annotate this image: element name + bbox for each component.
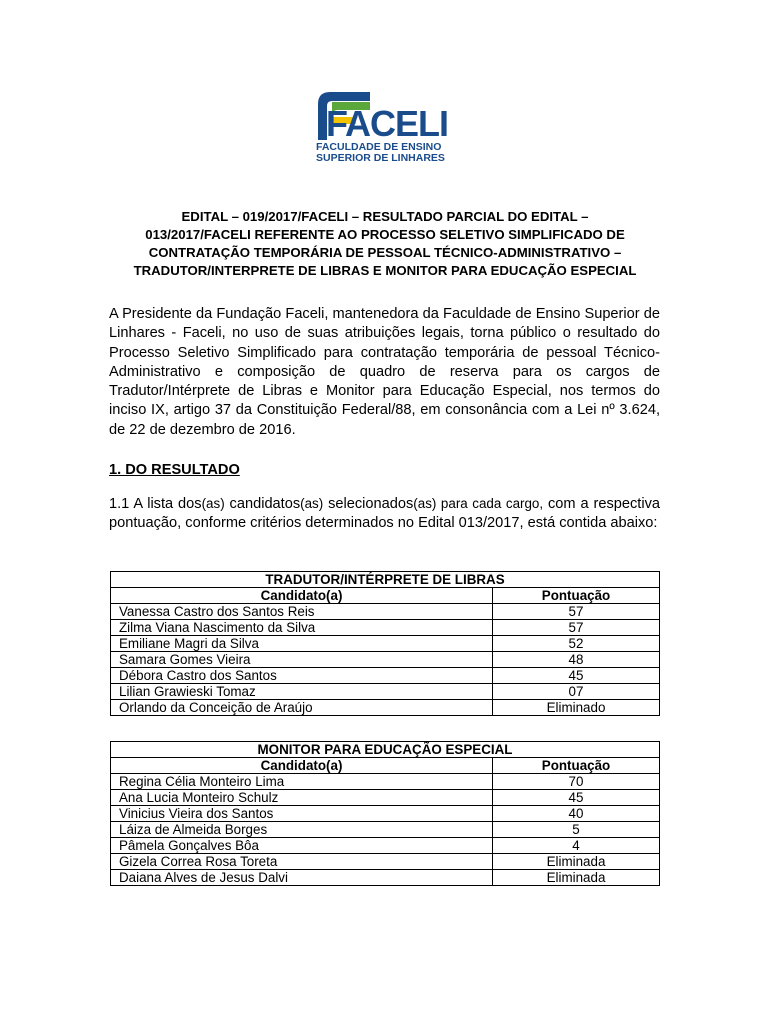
logo-subtitle-line1: FACULDADE DE ENSINO [316, 141, 442, 153]
candidate-name: Débora Castro dos Santos [111, 668, 493, 684]
candidate-name: Regina Célia Monteiro Lima [111, 774, 493, 790]
table-row [111, 854, 660, 870]
candidate-name: Vinicius Vieira dos Santos [111, 806, 493, 822]
table-row [111, 870, 660, 886]
title-line: CONTRATAÇÃO TEMPORÁRIA DE PESSOAL TÉCNICO-ADMINISTRATIVO – [148, 245, 622, 260]
table-row [111, 668, 660, 684]
title-line: EDITAL – 019/2017/FACELI – RESULTADO PARCIAL DO EDITAL – [181, 209, 589, 224]
candidate-name: Pâmela Gonçalves Bôa [111, 838, 493, 854]
candidate-score: 57 [493, 604, 660, 620]
column-header-score: Pontuação [493, 588, 660, 604]
candidate-score: Eliminada [493, 870, 660, 886]
title-line: TRADUTOR/INTERPRETE DE LIBRAS E MONITOR PARA EDUCAÇÃO ESPECIAL [133, 263, 637, 278]
candidate-name: Lilian Grawieski Tomaz [111, 684, 493, 700]
table-row [111, 652, 660, 668]
candidate-score: 5 [493, 822, 660, 838]
para-text: candidatos [224, 496, 301, 512]
para-text: 1.1 A lista dos [109, 496, 202, 512]
candidate-score: 48 [493, 652, 660, 668]
candidate-name: Gizela Correa Rosa Toreta [111, 854, 493, 870]
para-text: selecionados [323, 496, 414, 512]
table-row [111, 822, 660, 838]
table-row [111, 604, 660, 620]
candidate-score: Eliminada [493, 854, 660, 870]
candidate-score: 52 [493, 636, 660, 652]
candidate-name: Láiza de Almeida Borges [111, 822, 493, 838]
table-row [111, 806, 660, 822]
candidate-name: Samara Gomes Vieira [111, 652, 493, 668]
logo-wordmark: FACELI [326, 103, 449, 144]
intro-paragraph: A Presidente da Fundação Faceli, mantenedora da Faculdade de Ensino Superior de Linhares - Faceli, no uso de suas atribuições legais, torna público o resultado do Processo Seletivo Simplificado para contratação temporária de pessoal Técnico-Administrativo e composição de quadro de reserva para os cargos de Tradutor/Intérprete de Libras e Monitor para Educação Especial, nos termos do inciso IX, artigo 37 da Constituição Federal/88, em consonância com a Lei nº 3.624, de 22 de dezembro de 2016. [109, 306, 660, 438]
para-text: (as) para cada cargo, [413, 496, 544, 511]
table-row [111, 790, 660, 806]
candidate-name: Zilma Viana Nascimento da Silva [111, 620, 493, 636]
candidate-score: 70 [493, 774, 660, 790]
results-table-libras [110, 571, 660, 716]
table-row [111, 636, 660, 652]
table-caption: MONITOR PARA EDUCAÇÃO ESPECIAL [111, 742, 660, 758]
para-text: (as) [300, 496, 324, 511]
candidate-name: Ana Lucia Monteiro Schulz [111, 790, 493, 806]
candidate-score: 4 [493, 838, 660, 854]
candidate-name: Vanessa Castro dos Santos Reis [111, 604, 493, 620]
table-caption: TRADUTOR/INTÉRPRETE DE LIBRAS [111, 572, 660, 588]
candidate-score: 45 [493, 668, 660, 684]
document-title [100, 208, 670, 280]
logo-subtitle-line2: SUPERIOR DE LINHARES [316, 152, 445, 164]
results-table-monitor [110, 741, 660, 886]
section-heading: 1. DO RESULTADO [109, 462, 240, 478]
column-header-score: Pontuação [493, 758, 660, 774]
table-row [111, 838, 660, 854]
table-row [111, 684, 660, 700]
para-text: (as) [201, 496, 225, 511]
candidate-score: 45 [493, 790, 660, 806]
table-row [111, 774, 660, 790]
column-header-candidate: Candidato(a) [111, 588, 493, 604]
para-text: com a respectiva pontuação, conforme critérios determinados no Edital 013/2017, está contida abaixo: [109, 496, 660, 532]
candidate-score: 07 [493, 684, 660, 700]
table-row [111, 700, 660, 716]
candidate-name: Orlando da Conceição de Araújo [111, 700, 493, 716]
section-paragraph [109, 494, 660, 534]
table-row [111, 620, 660, 636]
column-header-candidate: Candidato(a) [111, 758, 493, 774]
faceli-logo [312, 88, 462, 168]
candidate-score: Eliminado [493, 700, 660, 716]
title-line: 013/2017/FACELI REFERENTE AO PROCESSO SELETIVO SIMPLIFICADO DE [145, 227, 625, 242]
candidate-score: 57 [493, 620, 660, 636]
candidate-name: Daiana Alves de Jesus Dalvi [111, 870, 493, 886]
candidate-score: 40 [493, 806, 660, 822]
candidate-name: Emiliane Magri da Silva [111, 636, 493, 652]
